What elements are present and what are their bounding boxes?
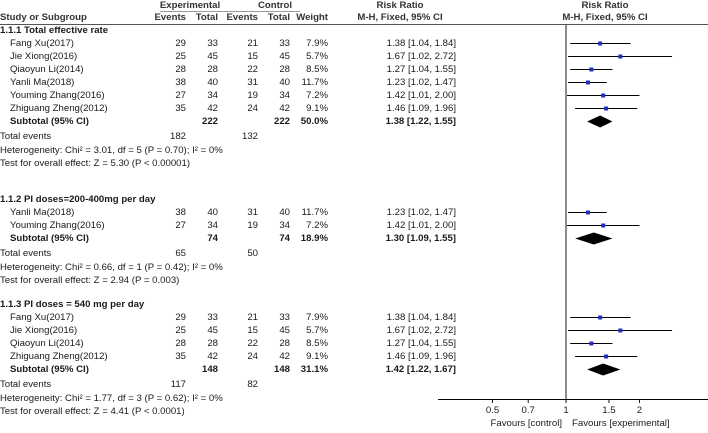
study-name: Qiaoyun Li(2014): [10, 64, 84, 75]
subtotal-diamond: [587, 116, 612, 128]
total-events-experimental: 182: [169, 131, 186, 142]
weight-value: 11.7%: [301, 77, 328, 88]
study-column-header: Study or Subgroup: [0, 12, 87, 23]
total-events-label: Total events: [0, 379, 52, 390]
total-experimental: 34: [207, 90, 218, 101]
total-experimental: 40: [207, 77, 218, 88]
effect-point: [586, 81, 590, 85]
weight-header: Weight: [296, 12, 328, 23]
effect-point: [589, 68, 593, 72]
total-control: 34: [279, 220, 290, 231]
total-events-label: Total events: [0, 248, 52, 259]
risk-ratio-ci: 1.27 [1.04, 1.55]: [386, 64, 456, 75]
total-control: 45: [279, 325, 290, 336]
subgroup-title: 1.1.1 Total effective rate: [0, 25, 109, 36]
events-experimental-header: Events: [154, 12, 186, 23]
risk-ratio-ci: 1.38 [1.04, 1.84]: [386, 38, 456, 49]
total-control: 45: [279, 51, 290, 62]
effect-point: [586, 211, 590, 215]
heterogeneity-text: Heterogeneity: Chi² = 1.77, df = 3 (P = 0.62); I² = 0%: [0, 393, 223, 404]
subtotal-label: Subtotal (95% CI): [10, 116, 89, 127]
events-experimental: 28: [175, 64, 186, 75]
risk-ratio-ci: 1.27 [1.04, 1.55]: [386, 338, 456, 349]
risk-ratio-ci: 1.46 [1.09, 1.96]: [386, 103, 456, 114]
total-experimental: 28: [207, 64, 218, 75]
events-experimental: 29: [175, 312, 186, 323]
method-header-right: M-H, Fixed, 95% CI: [562, 12, 648, 23]
subtotal-label: Subtotal (95% CI): [10, 233, 89, 244]
total-control: 42: [279, 103, 290, 114]
effect-point: [598, 316, 602, 320]
weight-value: 7.9%: [306, 312, 328, 323]
total-events-control: 82: [247, 379, 258, 390]
subtotal-ci: 1.42 [1.22, 1.67]: [385, 364, 456, 375]
total-experimental: 28: [207, 338, 218, 349]
risk-ratio-ci: 1.38 [1.04, 1.84]: [386, 312, 456, 323]
events-control: 31: [247, 77, 258, 88]
risk-ratio-ci: 1.46 [1.09, 1.96]: [386, 351, 456, 362]
x-tick-label: 1.5: [602, 405, 616, 416]
total-events-experimental: 117: [170, 379, 186, 390]
weight-value: 8.5%: [306, 64, 328, 75]
subgroup-title: 1.1.3 PI doses = 540 mg per day: [0, 299, 145, 310]
risk-ratio-header-right: Risk Ratio: [581, 0, 629, 11]
total-control: 28: [279, 64, 290, 75]
effect-point: [618, 55, 622, 59]
study-name: Youming Zhang(2016): [10, 220, 105, 231]
subtotal-diamond: [587, 364, 620, 376]
total-control-header: Total: [267, 12, 290, 23]
weight-value: 7.2%: [306, 220, 328, 231]
weight-value: 9.1%: [306, 351, 328, 362]
subtotal-total-experimental: 74: [207, 233, 218, 244]
study-name: Yanli Ma(2018): [10, 207, 75, 218]
subtotal-total-control: 74: [279, 233, 290, 244]
overall-effect-text: Test for overall effect: Z = 5.30 (P < 0.00001): [0, 158, 191, 169]
favours-control-label: Favours [control]: [490, 418, 562, 429]
study-name: Fang Xu(2017): [10, 312, 74, 323]
method-header-left: M-H, Fixed, 95% CI: [357, 12, 443, 23]
events-experimental: 28: [175, 338, 186, 349]
weight-value: 9.1%: [306, 103, 328, 114]
events-experimental: 27: [175, 90, 186, 101]
subtotal-weight: 50.0%: [300, 116, 328, 127]
total-experimental-header: Total: [195, 12, 218, 23]
risk-ratio-ci: 1.67 [1.02, 2.72]: [386, 325, 456, 336]
study-name: Zhiguang Zheng(2012): [10, 351, 108, 362]
total-events-label: Total events: [0, 131, 52, 142]
x-tick-label: 1: [563, 405, 569, 416]
total-experimental: 33: [207, 312, 218, 323]
total-events-experimental: 65: [175, 248, 186, 259]
total-experimental: 34: [207, 220, 218, 231]
effect-point: [604, 355, 608, 359]
subtotal-label: Subtotal (95% CI): [10, 364, 89, 375]
events-control: 22: [247, 64, 258, 75]
subtotal-weight: 31.1%: [300, 364, 328, 375]
total-control: 33: [279, 312, 290, 323]
subtotal-total-experimental: 222: [201, 116, 218, 127]
risk-ratio-header-left: Risk Ratio: [376, 0, 424, 11]
total-events-control: 132: [241, 131, 258, 142]
subtotal-total-experimental: 148: [201, 364, 218, 375]
risk-ratio-ci: 1.67 [1.02, 2.72]: [386, 51, 456, 62]
total-experimental: 40: [207, 207, 218, 218]
weight-value: 7.2%: [306, 90, 328, 101]
total-experimental: 42: [207, 351, 218, 362]
overall-effect-text: Test for overall effect: Z = 4.41 (P < 0.0001): [0, 406, 185, 417]
control-group-header: Control: [257, 0, 293, 11]
study-name: Youming Zhang(2016): [10, 90, 105, 101]
subtotal-ci: 1.30 [1.09, 1.55]: [385, 233, 456, 244]
weight-value: 7.9%: [306, 38, 328, 49]
weight-value: 8.5%: [306, 338, 328, 349]
total-control: 42: [279, 351, 290, 362]
study-name: Qiaoyun Li(2014): [10, 338, 84, 349]
total-experimental: 42: [207, 103, 218, 114]
events-experimental: 25: [175, 325, 186, 336]
total-control: 28: [279, 338, 290, 349]
experimental-group-header: Experimental: [159, 0, 221, 11]
weight-value: 5.7%: [306, 325, 328, 336]
effect-point: [604, 107, 608, 111]
events-experimental: 27: [175, 220, 186, 231]
events-control-header: Events: [226, 12, 258, 23]
total-control: 33: [279, 38, 290, 49]
subtotal-total-control: 148: [273, 364, 290, 375]
subtotal-weight: 18.9%: [300, 233, 328, 244]
overall-effect-text: Test for overall effect: Z = 2.94 (P = 0.003): [0, 275, 180, 286]
weight-value: 11.7%: [301, 207, 328, 218]
risk-ratio-ci: 1.42 [1.01, 2.00]: [386, 90, 456, 101]
risk-ratio-ci: 1.42 [1.01, 2.00]: [386, 220, 456, 231]
risk-ratio-ci: 1.23 [1.02, 1.47]: [386, 207, 456, 218]
events-experimental: 29: [175, 38, 186, 49]
events-control: 24: [247, 351, 258, 362]
study-name: Yanli Ma(2018): [10, 77, 75, 88]
events-control: 15: [247, 325, 258, 336]
events-control: 21: [247, 312, 258, 323]
events-control: 31: [247, 207, 258, 218]
subtotal-diamond: [575, 233, 612, 245]
favours-experimental-label: Favours [experimental]: [572, 418, 670, 429]
total-experimental: 45: [207, 51, 218, 62]
effect-point: [618, 329, 622, 333]
effect-point: [601, 94, 605, 98]
events-experimental: 38: [175, 207, 186, 218]
effect-point: [601, 224, 605, 228]
total-experimental: 33: [207, 38, 218, 49]
total-events-control: 50: [247, 248, 258, 259]
events-control: 15: [247, 51, 258, 62]
events-control: 19: [247, 220, 258, 231]
total-control: 40: [279, 77, 290, 88]
events-control: 19: [247, 90, 258, 101]
events-experimental: 38: [175, 77, 186, 88]
total-control: 40: [279, 207, 290, 218]
study-name: Jie Xiong(2016): [10, 325, 78, 336]
study-name: Fang Xu(2017): [10, 38, 74, 49]
x-tick-label: 0.7: [521, 405, 535, 416]
total-control: 34: [279, 90, 290, 101]
subtotal-total-control: 222: [273, 116, 290, 127]
risk-ratio-ci: 1.23 [1.02, 1.47]: [386, 77, 456, 88]
study-name: Jie Xiong(2016): [10, 51, 78, 62]
weight-value: 5.7%: [306, 51, 328, 62]
events-control: 22: [247, 338, 258, 349]
events-experimental: 25: [175, 51, 186, 62]
total-experimental: 45: [207, 325, 218, 336]
effect-point: [598, 42, 602, 46]
x-tick-label: 0.5: [485, 405, 500, 416]
events-experimental: 35: [175, 103, 186, 114]
heterogeneity-text: Heterogeneity: Chi² = 0.66, df = 1 (P = 0.42); I² = 0%: [0, 262, 223, 273]
events-control: 21: [247, 38, 258, 49]
study-name: Zhiguang Zheng(2012): [10, 103, 108, 114]
events-experimental: 35: [175, 351, 186, 362]
heterogeneity-text: Heterogeneity: Chi² = 3.01, df = 5 (P = 0.70); I² = 0%: [0, 145, 223, 156]
subgroup-title: 1.1.2 PI doses=200-400mg per day: [0, 194, 156, 205]
events-control: 24: [247, 103, 258, 114]
subtotal-ci: 1.38 [1.22, 1.55]: [385, 116, 456, 127]
x-tick-label: 2: [636, 405, 643, 416]
effect-point: [589, 342, 593, 346]
